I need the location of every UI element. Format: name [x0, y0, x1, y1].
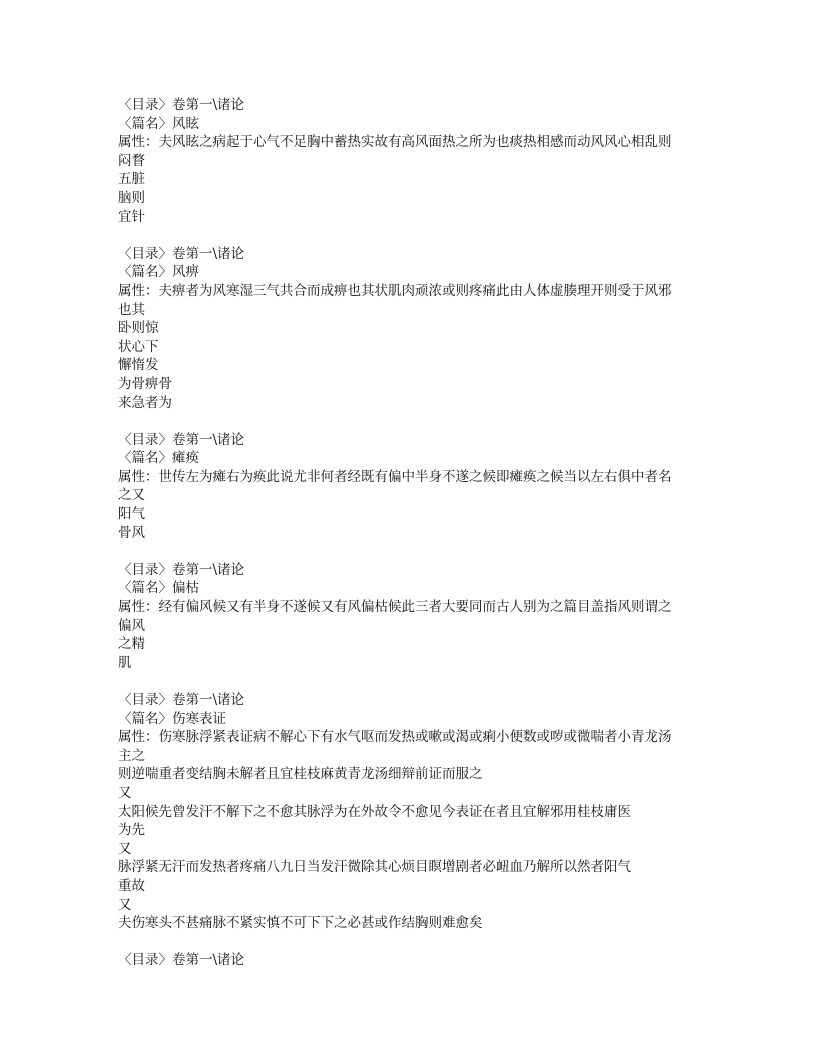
catalog-line: 〈目录〉卷第一\诸论 [118, 245, 245, 262]
attribute-line: 属性：夫痹者为风寒湿三气共合而成痹也其状肌肉顽浓或则疼痛此由人体虚腠理开则受于风邪 [118, 282, 672, 299]
attribute-line: 属性：世传左为瘫右为痪此说尤非何者经既有偏中半身不遂之候即瘫痪之候当以左右俱中者名 [118, 468, 672, 485]
attribute-line: 来急者为 [118, 394, 172, 411]
attribute-line: 太阳候先曾发汗不解下之不愈其脉浮为在外故令不愈见今表证在者且宜解邪用桂枝庸医 [118, 803, 631, 820]
attribute-line: 夫伤寒头不甚痛脉不紧实慎不可下下之必甚或作结胸则难愈矣 [118, 915, 483, 932]
attribute-line: 懈惰发 [118, 357, 159, 374]
attribute-line: 重故 [118, 877, 145, 894]
attribute-line: 为骨痹骨 [118, 375, 172, 392]
chapter-title-line: 〈篇名〉风眩 [118, 115, 199, 132]
entry-section [118, 431, 708, 543]
entry-section [118, 561, 708, 673]
attribute-line: 阳气 [118, 506, 145, 523]
attribute-line: 状心下 [118, 338, 159, 355]
attribute-line: 脉浮紧无汗而发热者疼痛八九日当发汗微除其心烦目瞑增剧者必衄血乃解所以然者阳气 [118, 859, 631, 876]
attribute-line: 之又 [118, 487, 145, 504]
attribute-line: 之精 [118, 636, 145, 653]
attribute-line: 又 [118, 784, 132, 801]
attribute-line: 骨风 [118, 524, 145, 541]
catalog-line: 〈目录〉卷第一\诸论 [118, 431, 245, 448]
attribute-line: 也其 [118, 301, 145, 318]
catalog-line: 〈目录〉卷第一\诸论 [118, 97, 245, 113]
attribute-line: 属性：伤寒脉浮紧表证病不解心下有水气呕而发热或嗽或渴或痢小便数或哕或微喘者小青龙汤 [118, 729, 672, 746]
attribute-line: 主之 [118, 747, 145, 764]
chapter-title-line: 〈篇名〉伤寒表证 [118, 710, 226, 727]
document-body [118, 96, 708, 989]
entry-section [118, 245, 708, 412]
catalog-line: 〈目录〉卷第一\诸论 [118, 952, 245, 969]
attribute-line: 属性：夫风眩之病起于心气不足胸中蓄热实故有高风面热之所为也痰热相感而动风风心相乱则 [118, 134, 672, 151]
entry-section [118, 951, 708, 970]
attribute-line: 脑则 [118, 189, 145, 206]
catalog-line: 〈目录〉卷第一\诸论 [118, 561, 245, 578]
chapter-title-line: 〈篇名〉瘫痪 [118, 450, 199, 467]
attribute-line: 偏风 [118, 617, 145, 634]
chapter-title-line: 〈篇名〉偏枯 [118, 580, 199, 597]
attribute-line: 宜针 [118, 208, 145, 225]
attribute-line: 则逆喘重者变结胸未解者且宜桂枝麻黄青龙汤细辩前证而服之 [118, 766, 483, 783]
chapter-title-line: 〈篇名〉风痹 [118, 264, 199, 281]
attribute-line: 又 [118, 896, 132, 913]
attribute-line: 卧则惊 [118, 320, 159, 337]
attribute-line: 五脏 [118, 171, 145, 188]
attribute-line: 属性：经有偏风候又有半身不遂候又有风偏枯候此三者大要同而古人别为之篇目盖指风则谓之 [118, 599, 672, 616]
attribute-line: 闷瞀 [118, 152, 145, 169]
entry-section [118, 96, 708, 226]
entry-section [118, 691, 708, 933]
attribute-line: 为先 [118, 822, 145, 839]
attribute-line: 又 [118, 840, 132, 857]
attribute-line: 肌 [118, 654, 132, 671]
catalog-line: 〈目录〉卷第一\诸论 [118, 692, 245, 708]
